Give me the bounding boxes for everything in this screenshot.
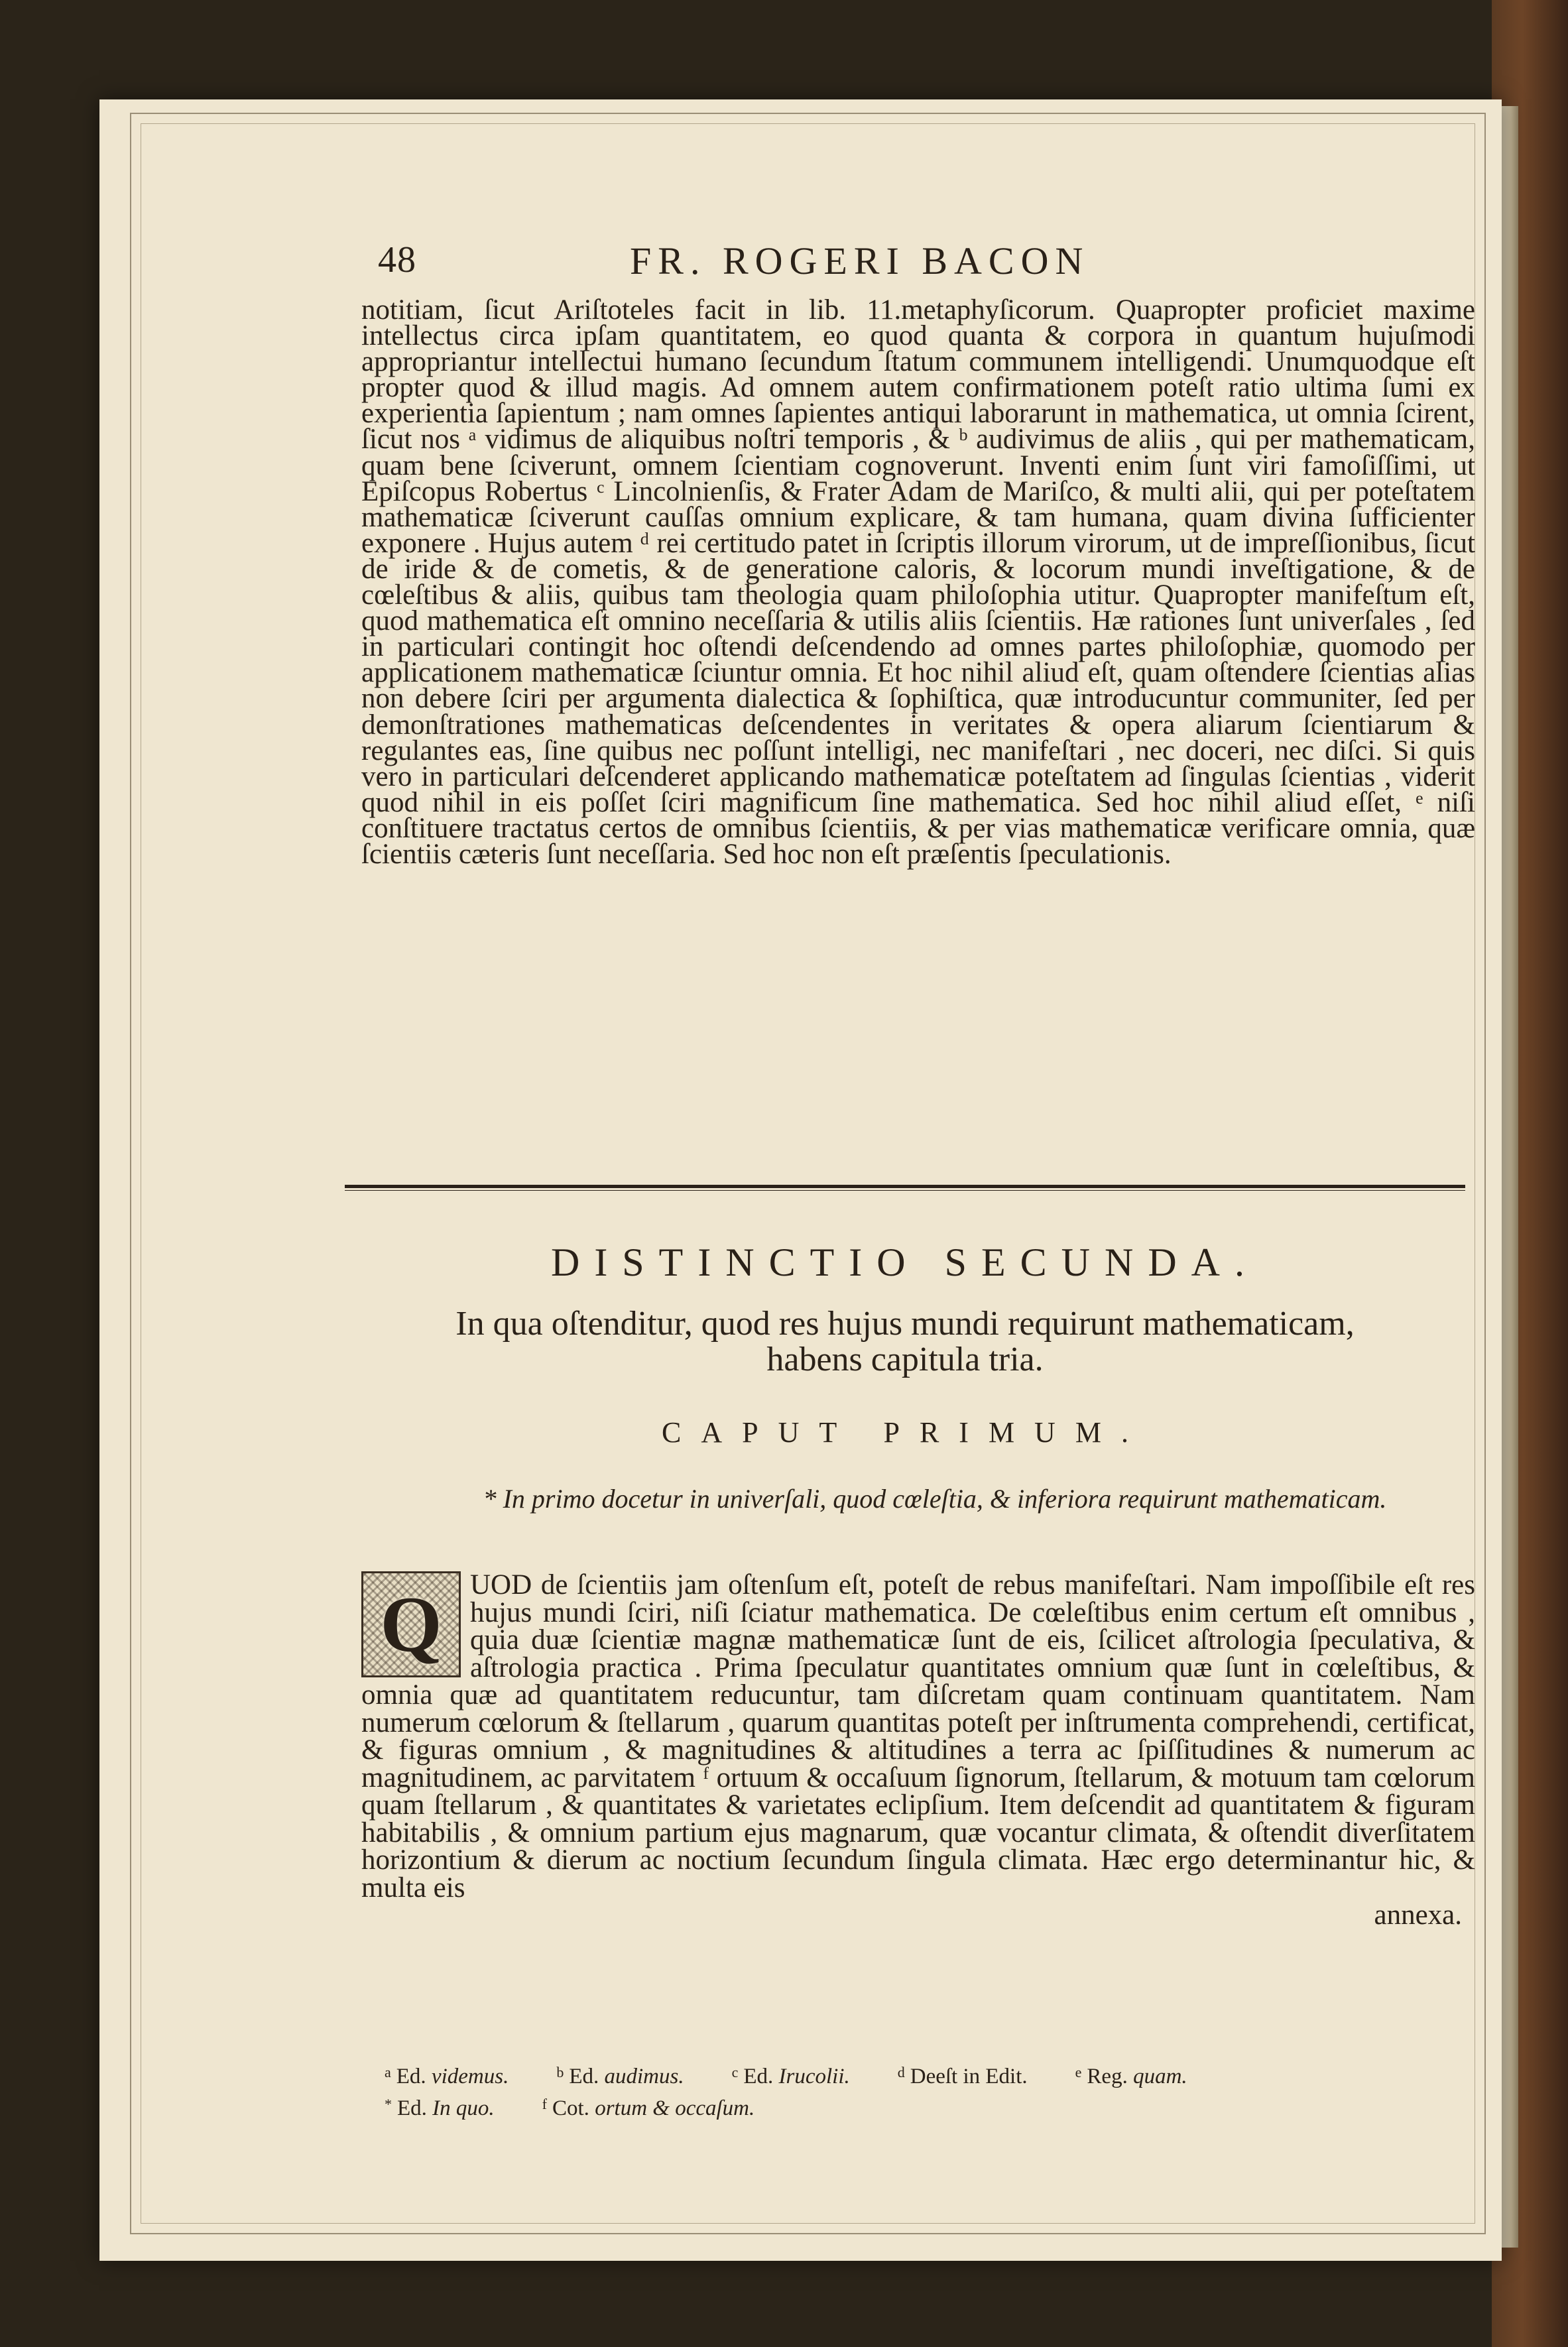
subtitle-line-2: habens capitula tria.: [766, 1341, 1044, 1378]
footnote-row-2: [385, 2090, 1472, 2122]
section-divider: [345, 1185, 1465, 1194]
chapter-paragraph: UOD de ſcientiis jam oſtenſum eſt, poteſt de rebus manifeſtari. Nam impoſſibile eſt res hujus mundi ſciri, niſi ſciatur mathematica. De cœleſtibus enim certum eſt omnibus , quia duæ ſcientiæ magnæ mathematicæ ſunt de eis, ſcilicet aſtrologia ſpeculativa, & aſtrologia practica . Prima ſpeculatur quantitates omnium quæ ſunt in cœleſtibus, & omnia quæ ad quantitatem reducuntur, tam diſcretam quam continuam quantitatem. Nam numerum cœlorum & ſtellarum , quarum quantitas poteſt per inſtrumenta comprehendi, certificat, & figuras omnium , & magnitudines & altitudines a terra ac ſpiſſitudines & numerum ac magnitudinem, ac parvitatem ᶠ ortuum & occaſuum ſignorum, ſtellarum, & motuum tam cœlorum quam ſtellarum , & quantitates & varietates eclipſium. Item deſcendit ad quantitatem & figuram habitabilis , & omnium partium ejus magnarum, quæ vocantur climata, & oſtendit diverſitatem horizontium & dierum ac noctium ſecundum ſingula climata. Hæc ergo determinantur hic, & multa eis: [361, 1569, 1475, 1903]
chapter-summary: * In primo docetur in univerſali, quod cœleſtia, & inferiora requirunt mathematicam.: [483, 1484, 1387, 1514]
divider-thick-rule: [345, 1185, 1465, 1188]
page-header: [345, 239, 1339, 292]
running-title: FR. ROGERI BACON: [630, 239, 1090, 282]
section-heading: DISTINCTIO SECUNDA.: [551, 1240, 1259, 1284]
page-edge: [1500, 106, 1518, 2248]
footnote-b: $^b$ Ed. audimus.: [556, 2064, 684, 2088]
divider-thin-rule: [345, 1190, 1465, 1191]
initial-letter: Q: [380, 1580, 442, 1669]
body-paragraph: notitiam, ſicut Ariſtoteles facit in lib. 11.metaphyſicorum. Quapropter proficiet maxime intellectus circa ipſam quantitatem, eo quod quanta & corpora in quantum hujuſmodi appropriantur intellectui humano ſecundum ſtatum communem intelligendi. Unumquodque eſt propter quod & illud magis. Ad omnem autem confirmationem poteſt ratio ultima ſumi ex experientia ſapientum ; nam omnes ſapientes antiqui laborarunt in mathematica, ut omnia ſcirent, ſicut nos ᵃ vidimus de aliquibus noſtri temporis , & ᵇ audivimus de aliis , qui per mathematicam, quam bene ſciverunt, omnem ſcientiam cognoverunt. Inventi enim ſunt viri famoſiſſimi, ut Epiſcopus Robertus ᶜ Lincolnienſis, & Frater Adam de Mariſco, & multi alii, qui per poteſtatem mathematicæ ſciverunt cauſſas omnium explicare, & tam humana, quam divina ſufficienter exponere . Hujus autem ᵈ rei certitudo patet in ſcriptis illorum virorum, ut de impreſſionibus, ſicut de iride & de cometis, & de generatione caloris, & locorum mundi inveſtigatione, & de cœleſtibus & aliis, quibus tam theologia quam philoſophia utitur. Quapropter manifeſtum eſt, quod mathematica eſt omnino neceſſaria & utilis aliis ſcientiis. Hæ rationes ſunt univerſales , ſed in particulari contingit hoc oſtendi deſcendendo ad omnes partes philoſophiæ, quomodo per applicationem mathematicæ ſciuntur omnia. Et hoc nihil aliud eſt, quam oſtendere ſcientias alias non debere ſciri per argumenta dialectica & ſophiſtica, quæ introducuntur communiter, ſed per demonſtrationes mathematicas deſcendentes in veritates & opera aliarum ſcientiarum & regulantes eas, ſine quibus nec poſſunt intelligi, nec manifeſtari , nec doceri, nec diſci. Si quis vero in particulari deſcenderet applicando mathematicæ poteſtatem ad ſingulas ſcientias , viderit quod nihil in eis poſſet ſciri magnificum ſine mathematica. Sed hoc nihil aliud eſſet, ᵉ niſi conſtituere tractatus certos de omnibus ſcientiis, & per vias mathematicæ verificare omnia, quæ ſcientiis cæteris ſunt neceſſaria. Sed hoc non eſt præſentis ſpeculationis.: [361, 294, 1475, 870]
page-number: 48: [378, 239, 416, 280]
chapter-heading: CAPUT PRIMUM.: [662, 1416, 1148, 1449]
footnote-c: $^c$ Ed. Irucolii.: [731, 2064, 850, 2088]
subtitle-line-1: In qua oſtenditur, quod res hujus mundi requirunt mathematicam,: [455, 1305, 1355, 1343]
footnote-a: $^a$ Ed. videmus.: [385, 2064, 509, 2088]
footnote-d: $^d$ Deeſt in Edit.: [897, 2064, 1028, 2088]
footnote-star: * Ed. In quo.: [385, 2096, 495, 2120]
footnote-row-1: [385, 2059, 1472, 2090]
section-subtitle: [345, 1306, 1465, 1378]
chapter-text-block: [361, 1571, 1475, 1929]
chapter-last-word: annexa.: [1374, 1899, 1462, 1931]
decorated-initial: [361, 1571, 461, 1677]
body-paragraph-block: [361, 294, 1475, 870]
footnotes: [385, 2059, 1472, 2122]
footnote-e: $^e$ Reg. quam.: [1075, 2064, 1187, 2088]
footnote-f: $^f$ Cot. ortum & occaſum.: [542, 2096, 755, 2120]
